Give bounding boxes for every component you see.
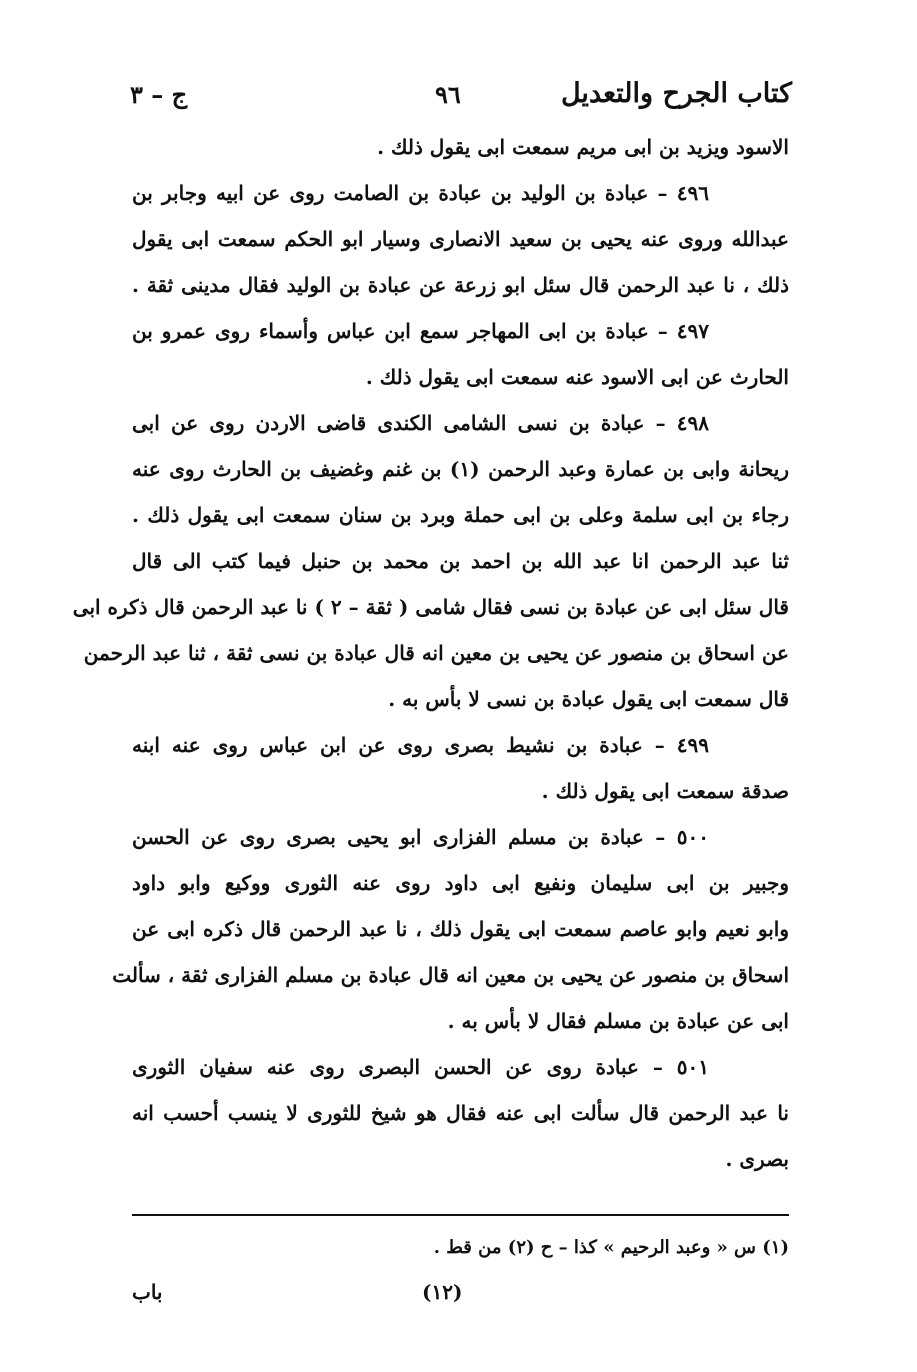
text-line: ذلك ، نا عبد الرحمن قال سئل ابو زرعة عن عبادة بن الوليد فقال مدينى ثقة . [132, 273, 789, 297]
text-line: ثنا عبد الرحمن انا عبد الله بن احمد بن محمد بن حنبل فيما كتب الى قال [132, 549, 789, 573]
entry-498-line: ٤٩٨ – عبادة بن نسى الشامى الكندى قاضى الاردن روى عن ابى [132, 411, 709, 435]
catchword: باب [132, 1280, 163, 1304]
volume-label: ج – ٣ [130, 80, 188, 109]
text-line: صدقة سمعت ابى يقول ذلك . [541, 779, 789, 803]
text-line: عبدالله وروى عنه يحيى بن سعيد الانصارى وسيار ابو الحكم سمعت ابى يقول [132, 227, 789, 251]
text-line: نا عبد الرحمن قال سألت ابى عنه فقال هو شيخ للثورى لا ينسب أحسب انه [132, 1101, 789, 1125]
book-title: كتاب الجرح والتعديل [560, 78, 792, 109]
entry-501-line: ٥٠١ – عبادة روى عن الحسن البصرى روى عنه سفيان الثورى [132, 1055, 709, 1079]
text-line: ابى عن عبادة بن مسلم فقال لا بأس به . [447, 1009, 789, 1033]
text-line: قال سئل ابى عن عبادة بن نسى فقال شامى ( ثقة – ٢ ) نا عبد الرحمن قال ذكره ابى [72, 595, 789, 619]
page-number: ٩٦ [435, 80, 461, 109]
running-header [130, 78, 792, 122]
entry-499-line: ٤٩٩ – عبادة بن نشيط بصرى روى عن ابن عباس روى عنه ابنه [132, 733, 709, 757]
signature-number: (١٢) [422, 1280, 463, 1304]
page-footer [132, 1280, 789, 1320]
text-line: الاسود ويزيد بن ابى مريم سمعت ابى يقول ذلك . [377, 135, 789, 159]
text-line: وابو نعيم وابو عاصم سمعت ابى يقول ذلك ، نا عبد الرحمن قال ذكره ابى عن [132, 917, 789, 941]
text-line: الحارث عن ابى الاسود عنه سمعت ابى يقول ذلك . [365, 365, 789, 389]
text-line: بصرى . [725, 1147, 789, 1171]
entry-500-line: ٥٠٠ – عبادة بن مسلم الفزارى ابو يحيى بصرى روى عن الحسن [132, 825, 709, 849]
text-line: عن اسحاق بن منصور عن يحيى بن معين انه قال عبادة بن نسى ثقة ، ثنا عبد الرحمن [83, 641, 789, 665]
text-line: قال سمعت ابى يقول عبادة بن نسى لا بأس به . [388, 687, 789, 711]
entry-496-line: ٤٩٦ – عبادة بن الوليد بن عبادة بن الصامت روى عن ابيه وجابر بن [132, 181, 709, 205]
text-line: رجاء بن ابى سلمة وعلى بن ابى حملة وبرد بن سنان سمعت ابى يقول ذلك . [132, 503, 789, 527]
text-line: اسحاق بن منصور عن يحيى بن معين انه قال عبادة بن مسلم الفزارى ثقة ، سألت [112, 963, 789, 987]
main-text [72, 124, 790, 1182]
text-line: وجبير بن ابى سليمان ونفيع ابى داود روى عنه الثورى ووكيع وابو داود [132, 871, 789, 895]
footnote-divider [132, 1214, 789, 1216]
footnote: (١) س « وعبد الرحيم » كذا – ح (٢) من قط . [433, 1237, 789, 1258]
text-line: ريحانة وابى بن عمارة وعبد الرحمن (١) بن غنم وغضيف بن الحارث روى عنه [132, 457, 790, 481]
entry-497-line: ٤٩٧ – عبادة بن ابى المهاجر سمع ابن عباس وأسماء روى عمرو بن [132, 319, 709, 343]
